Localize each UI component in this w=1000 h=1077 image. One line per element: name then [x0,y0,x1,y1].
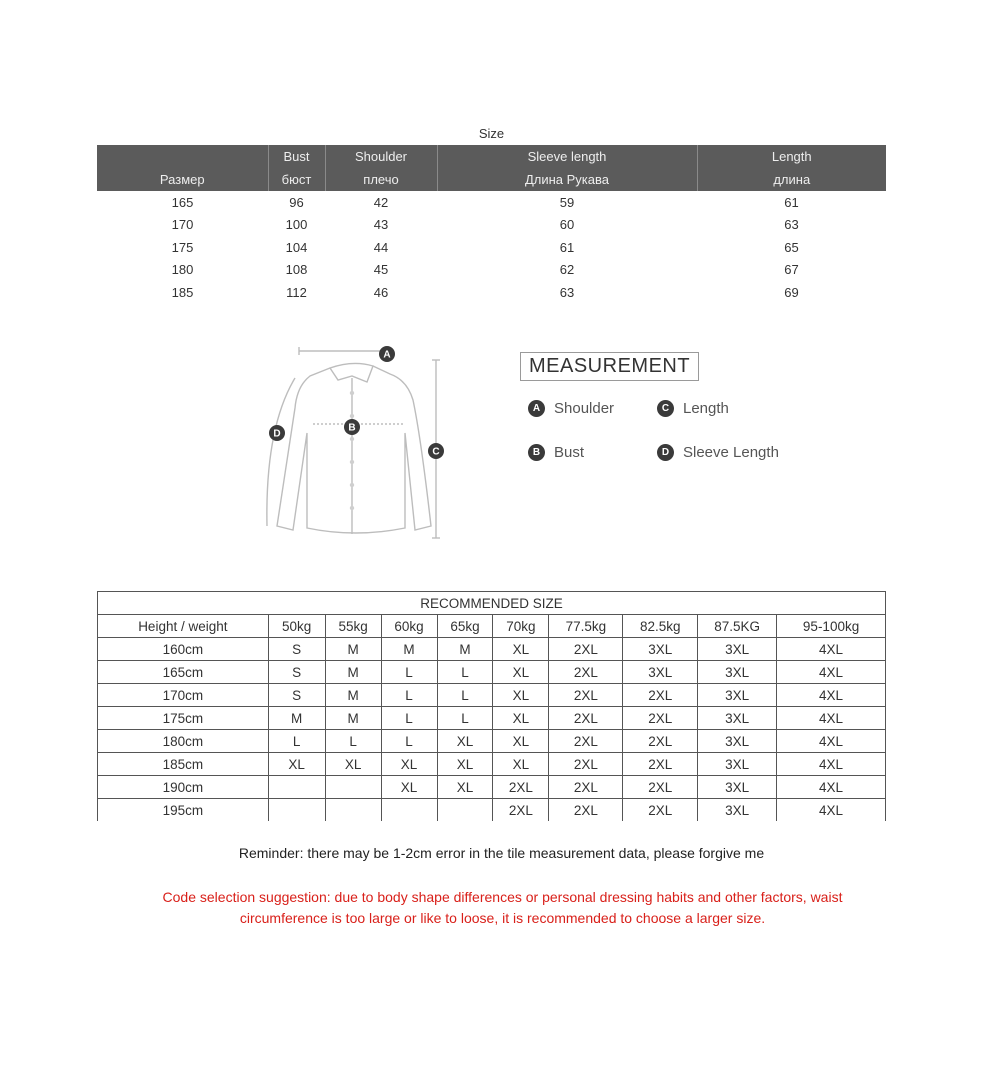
size-recommendation-cell [437,799,493,822]
marker-b-letter: B [348,422,356,434]
size-recommendation-cell [268,776,325,799]
size-recommendation-cell: M [325,661,381,684]
recommended-header-cell: 50kg [268,615,325,638]
size-recommendation-cell: 3XL [698,753,777,776]
recommended-header-cell: Height / weight [98,615,269,638]
size-header-cell: Bust [268,145,325,168]
recommended-size-table [97,591,886,821]
size-recommendation-cell: 3XL [698,684,777,707]
size-header-cell: Shoulder [325,145,437,168]
size-header-cell: плечо [325,168,437,191]
size-suggestion-text: Code selection suggestion: due to body shape differences or personal dressing habits and other factors, waist circumference is too large or like to loose, it is recommended to choose a larger size. [162,889,843,926]
marker-c-letter: C [432,446,440,458]
size-cell: 104 [285,239,308,255]
marker-d-letter: D [273,428,281,440]
size-recommendation-cell: 4XL [777,753,886,776]
size-recommendation-cell: 2XL [623,730,698,753]
size-cell: 175 [171,239,194,255]
size-header-cell: длина [697,168,886,191]
size-recommendation-cell: S [268,684,325,707]
size-recommendation-cell: 4XL [777,684,886,707]
size-recommendation-cell: XL [381,753,437,776]
size-recommendation-cell: 2XL [623,753,698,776]
size-cell: 61 [559,239,575,255]
size-row [97,281,886,304]
size-recommendation-cell: 3XL [698,799,777,822]
size-recommendation-cell: M [437,638,493,661]
size-recommendation-cell: 4XL [777,730,886,753]
size-cell: 100 [285,217,308,233]
recommended-header-row [98,615,886,638]
size-recommendation-cell: XL [493,753,549,776]
size-header-cell [97,145,268,168]
size-cell: 63 [559,284,575,300]
recommended-row [98,707,886,730]
recommended-header-cell: 60kg [381,615,437,638]
legend-item-shoulder [528,400,614,417]
size-cell: 96 [289,194,304,210]
size-cell: 44 [373,239,389,255]
size-header-row-ru [97,168,886,191]
reminder-text: Reminder: there may be 1-2cm error in the tile measurement data, please forgive me [238,845,765,861]
size-recommendation-cell: 2XL [493,799,549,822]
recommended-row [98,799,886,822]
size-header-cell: Длина Рукава [437,168,697,191]
recommended-header-cell: 87.5KG [698,615,777,638]
size-header-cell: Размер [97,168,268,191]
size-recommendation-cell: 2XL [549,799,623,822]
height-cell: 185cm [98,753,269,776]
size-recommendation-cell: 2XL [549,776,623,799]
size-cell: 62 [559,262,575,278]
size-recommendation-cell: 2XL [549,684,623,707]
recommended-header-cell: 82.5kg [623,615,698,638]
recommended-row [98,753,886,776]
marker-a-letter: A [383,349,391,361]
recommended-row [98,730,886,753]
size-recommendation-cell: M [325,638,381,661]
recommended-header-cell: 77.5kg [549,615,623,638]
size-recommendation-cell: XL [493,661,549,684]
size-header-cell: Sleeve length [437,145,697,168]
size-cell: 61 [784,194,799,210]
legend-item-bust [528,444,584,461]
size-header-row-en [97,145,886,168]
size-cell: 69 [784,284,799,300]
size-recommendation-cell: M [268,707,325,730]
size-cell: 108 [285,262,308,278]
recommended-row [98,638,886,661]
legend-label: Shoulder [554,400,615,417]
recommended-table-body [98,638,886,822]
size-recommendation-cell: 2XL [549,638,623,661]
legend-label: Bust [554,444,585,461]
size-recommendation-cell: 3XL [698,730,777,753]
size-row [97,214,886,237]
size-header-cell: бюст [268,168,325,191]
height-cell: 190cm [98,776,269,799]
legend-label: Length [683,400,729,417]
size-recommendation-cell: 2XL [549,707,623,730]
recommended-header-cell: 55kg [325,615,381,638]
shirt-measurement-diagram [255,338,455,548]
size-recommendation-cell: 4XL [777,776,886,799]
size-recommendation-cell: L [381,684,437,707]
size-row [97,236,886,259]
size-cell: 112 [286,284,307,300]
recommended-header-cell: 70kg [493,615,549,638]
recommended-title: RECOMMENDED SIZE [98,592,886,615]
size-cell: 45 [373,262,389,278]
measurement-legend [520,352,820,482]
size-recommendation-cell: L [437,684,493,707]
height-cell: 165cm [98,661,269,684]
recommended-header-cell: 65kg [437,615,493,638]
size-recommendation-cell: M [381,638,437,661]
size-table-body [97,191,886,304]
height-cell: 195cm [98,799,269,822]
legend-item-sleeve-length [657,444,779,461]
size-recommendation-cell: XL [493,684,549,707]
legend-marker-c: C [657,400,674,417]
size-row [97,259,886,282]
size-cell: 46 [373,284,389,300]
recommended-header-cell: 95-100kg [777,615,886,638]
size-title: Size [478,126,505,141]
height-cell: 175cm [98,707,269,730]
size-recommendation-cell: L [381,730,437,753]
size-cell: 67 [784,262,799,278]
size-recommendation-cell: 4XL [777,638,886,661]
size-cell: 42 [373,194,389,210]
size-row [97,191,886,214]
size-recommendation-cell [268,799,325,822]
size-cell: 180 [171,262,194,278]
size-cell: 170 [171,217,194,233]
size-recommendation-cell: 2XL [549,730,623,753]
size-recommendation-cell: 2XL [623,776,698,799]
legend-marker-b: B [528,444,545,461]
recommended-row [98,684,886,707]
height-cell: 160cm [98,638,269,661]
size-recommendation-cell: 3XL [698,707,777,730]
measurement-title: MEASUREMENT [520,352,699,381]
size-recommendation-cell: L [381,707,437,730]
size-recommendation-cell: S [268,661,325,684]
size-recommendation-cell: L [325,730,381,753]
size-recommendation-cell: 4XL [777,707,886,730]
size-recommendation-cell: L [381,661,437,684]
size-cell: 185 [171,284,194,300]
recommended-title-row [98,592,886,615]
size-recommendation-cell [325,776,381,799]
size-cell: 60 [559,217,575,233]
height-cell: 180cm [98,730,269,753]
size-recommendation-cell: XL [268,753,325,776]
size-recommendation-cell: 3XL [623,638,698,661]
legend-item-length [657,400,729,417]
size-recommendation-cell: 4XL [777,661,886,684]
size-recommendation-cell: XL [381,776,437,799]
size-recommendation-cell: 3XL [698,638,777,661]
size-recommendation-cell [325,799,381,822]
size-recommendation-cell: 3XL [698,661,777,684]
size-recommendation-cell: M [325,684,381,707]
size-recommendation-cell: L [437,661,493,684]
size-recommendation-cell: 3XL [623,661,698,684]
legend-marker-a: A [528,400,545,417]
size-recommendation-cell: L [437,707,493,730]
size-recommendation-cell: 2XL [623,684,698,707]
size-cell: 63 [784,217,799,233]
size-recommendation-cell: 2XL [549,753,623,776]
legend-marker-d: D [657,444,674,461]
size-recommendation-cell: XL [437,776,493,799]
size-recommendation-cell: XL [493,707,549,730]
size-recommendation-cell: 2XL [623,707,698,730]
size-recommendation-cell: 2XL [623,799,698,822]
recommended-row [98,661,886,684]
size-recommendation-cell: 2XL [549,661,623,684]
size-recommendation-cell: 4XL [777,799,886,822]
size-cell: 165 [171,194,194,210]
size-cell: 59 [559,194,575,210]
size-header-cell: Length [697,145,886,168]
size-cell: 43 [373,217,389,233]
size-cell: 65 [784,239,799,255]
size-recommendation-cell: XL [437,730,493,753]
size-table [97,145,886,304]
size-recommendation-cell: S [268,638,325,661]
legend-label: Sleeve Length [683,444,779,461]
size-recommendation-cell [381,799,437,822]
size-recommendation-cell: XL [325,753,381,776]
recommended-row [98,776,886,799]
size-recommendation-cell: 2XL [493,776,549,799]
height-cell: 170cm [98,684,269,707]
size-recommendation-cell: 3XL [698,776,777,799]
size-recommendation-cell: XL [493,638,549,661]
size-recommendation-cell: XL [437,753,493,776]
size-recommendation-cell: M [325,707,381,730]
size-recommendation-cell: L [268,730,325,753]
size-recommendation-cell: XL [493,730,549,753]
